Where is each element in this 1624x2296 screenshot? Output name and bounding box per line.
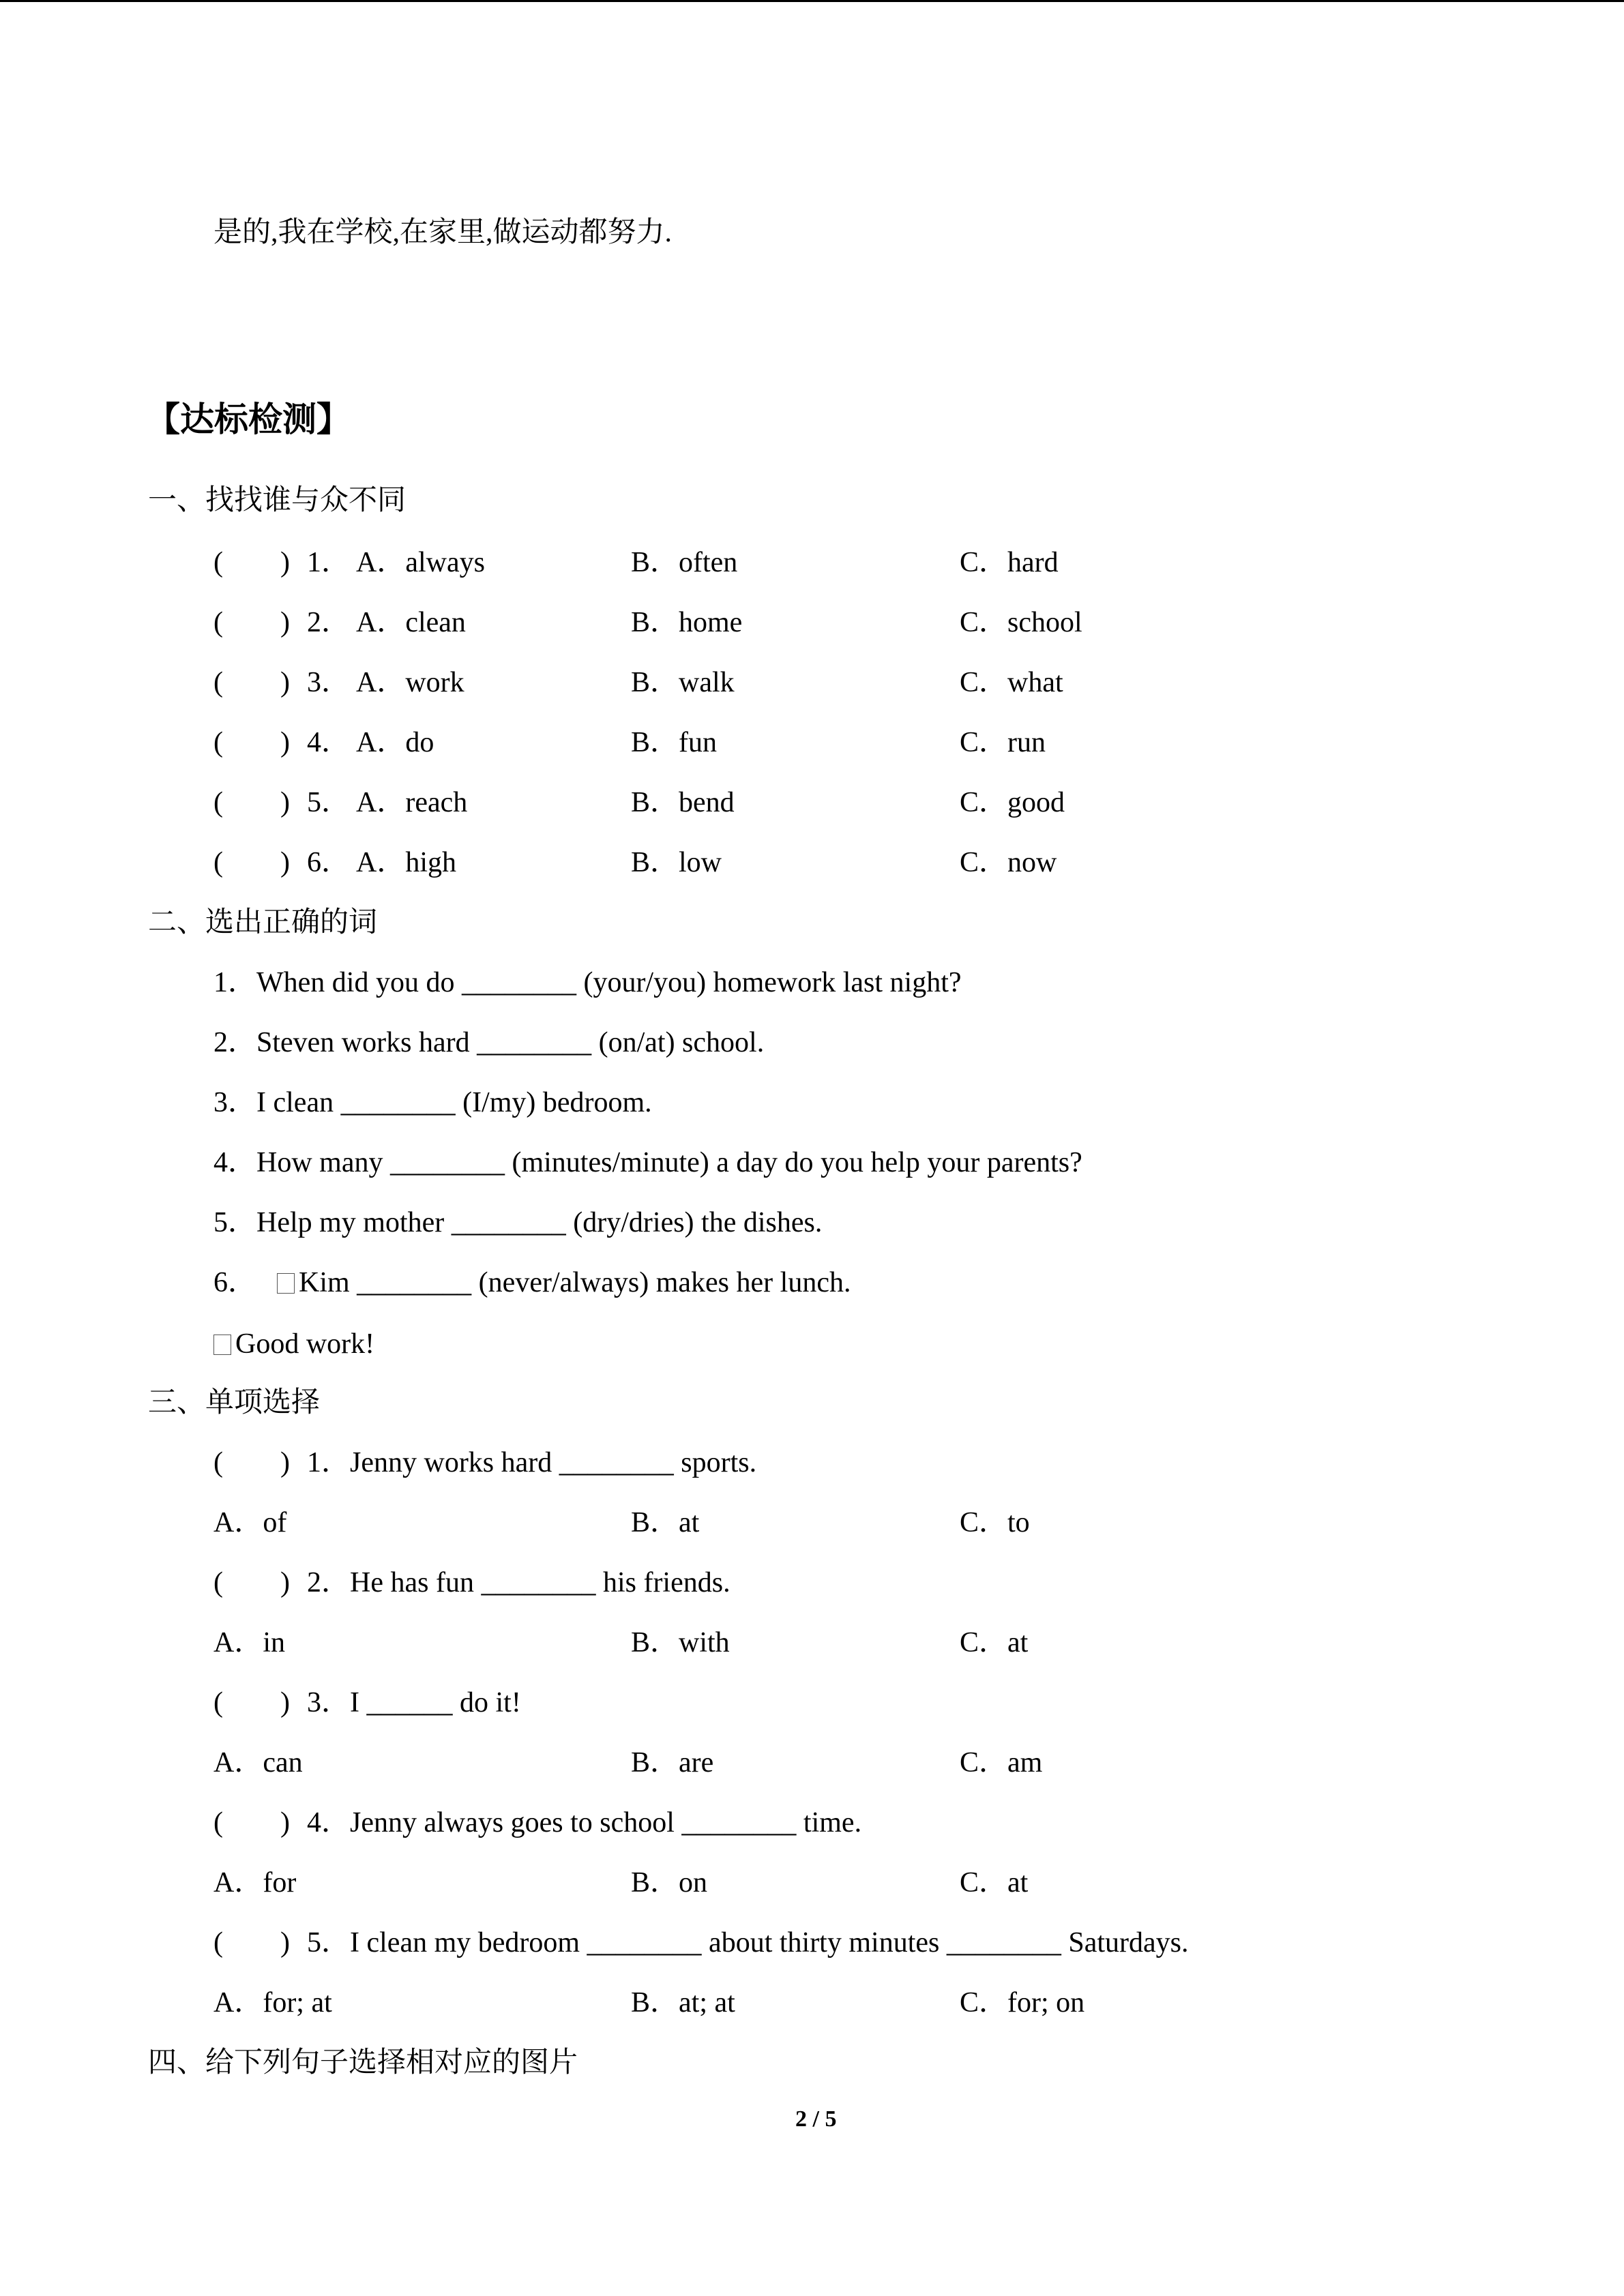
answer-paren: ( ) [213, 1567, 290, 1598]
missing-glyph-box-icon [277, 1273, 295, 1294]
part4-heading: 四、给下列句子选择相对应的图片 [148, 2047, 578, 2078]
missing-glyph-box-icon [213, 1335, 231, 1355]
option-a: A．for [213, 1867, 297, 1898]
fill-in-sentence: 4．How many ________ (minutes/minute) a day do you help your parents? [213, 1147, 1082, 1178]
option-c: C．for; on [960, 1987, 1085, 2018]
answer-paren: ( ) [213, 667, 290, 698]
option-b: B．often [631, 547, 738, 578]
option-c: C．hard [960, 547, 1059, 578]
option-c: C．school [960, 607, 1082, 638]
extra-line [213, 1330, 374, 1358]
top-border-line [0, 0, 1624, 2]
option-a: A．reach [356, 787, 468, 818]
option-c: C．what [960, 667, 1063, 698]
question-number: 2． [307, 607, 351, 638]
answer-paren: ( ) [213, 607, 290, 638]
answer-paren: ( ) [213, 1807, 290, 1838]
option-b: B．are [631, 1747, 714, 1778]
item-text: Kim ________ (never/always) makes her lunch. [299, 1267, 851, 1298]
section-title: 【达标检测】 [146, 400, 351, 439]
option-a: A．can [213, 1747, 303, 1778]
item-number: 6． [213, 1267, 257, 1298]
question-number: 6． [307, 847, 351, 878]
answer-paren: ( ) [213, 1927, 290, 1958]
question-number: 3． [307, 667, 351, 698]
question-stem: 5．I clean my bedroom ________ about thirty minutes ________ Saturdays. [307, 1927, 1189, 1958]
option-a: A．always [356, 547, 485, 578]
option-c: C．at [960, 1867, 1029, 1898]
fill-in-sentence: 1．When did you do ________ (your/you) homework last night? [213, 967, 962, 998]
part1-heading: 一、找找谁与众不同 [148, 485, 407, 516]
option-a: A．high [356, 847, 457, 878]
option-c: C．at [960, 1627, 1029, 1658]
question-stem: 4．Jenny always goes to school ________ time. [307, 1807, 862, 1838]
question-stem: 2．He has fun ________ his friends. [307, 1567, 730, 1598]
option-b: B．home [631, 607, 743, 638]
extra-text: Good work! [235, 1328, 375, 1360]
answer-paren: ( ) [213, 847, 290, 878]
option-b: B．low [631, 847, 722, 878]
part2-heading: 二、选出正确的词 [148, 907, 378, 938]
intro-line: 是的,我在学校,在家里,做运动都努力. [213, 217, 673, 248]
option-a: A．in [213, 1627, 286, 1658]
question-number: 5． [307, 787, 351, 818]
option-b: B．bend [631, 787, 735, 818]
fill-in-sentence: 5．Help my mother ________ (dry/dries) the dishes. [213, 1207, 823, 1238]
option-a: A．of [213, 1507, 287, 1538]
option-c: C．run [960, 727, 1046, 758]
fill-in-sentence: 2．Steven works hard ________ (on/at) school. [213, 1027, 765, 1058]
option-a: A．do [356, 727, 434, 758]
option-c: C．am [960, 1747, 1043, 1778]
option-b: B．at; at [631, 1987, 735, 2018]
answer-paren: ( ) [213, 547, 290, 578]
answer-paren: ( ) [213, 787, 290, 818]
fill-in-sentence: 3．I clean ________ (I/my) bedroom. [213, 1087, 652, 1118]
page-number: 2 / 5 [795, 2106, 837, 2132]
part3-heading: 三、单项选择 [148, 1387, 321, 1418]
option-b: B．at [631, 1507, 700, 1538]
option-c: C．now [960, 847, 1057, 878]
option-a: A．work [356, 667, 464, 698]
option-c: C．to [960, 1507, 1030, 1538]
fill-in-sentence-6 [213, 1268, 851, 1297]
option-b: B．walk [631, 667, 735, 698]
option-b: B．fun [631, 727, 718, 758]
question-stem: 1．Jenny works hard ________ sports. [307, 1447, 757, 1478]
answer-paren: ( ) [213, 1687, 290, 1718]
answer-paren: ( ) [213, 727, 290, 758]
option-a: A．clean [356, 607, 466, 638]
question-stem: 3．I ______ do it! [307, 1687, 521, 1718]
option-a: A．for; at [213, 1987, 332, 2018]
question-number: 4． [307, 727, 351, 758]
option-b: B．with [631, 1627, 730, 1658]
question-number: 1． [307, 547, 351, 578]
option-c: C．good [960, 787, 1065, 818]
option-b: B．on [631, 1867, 708, 1898]
answer-paren: ( ) [213, 1447, 290, 1478]
